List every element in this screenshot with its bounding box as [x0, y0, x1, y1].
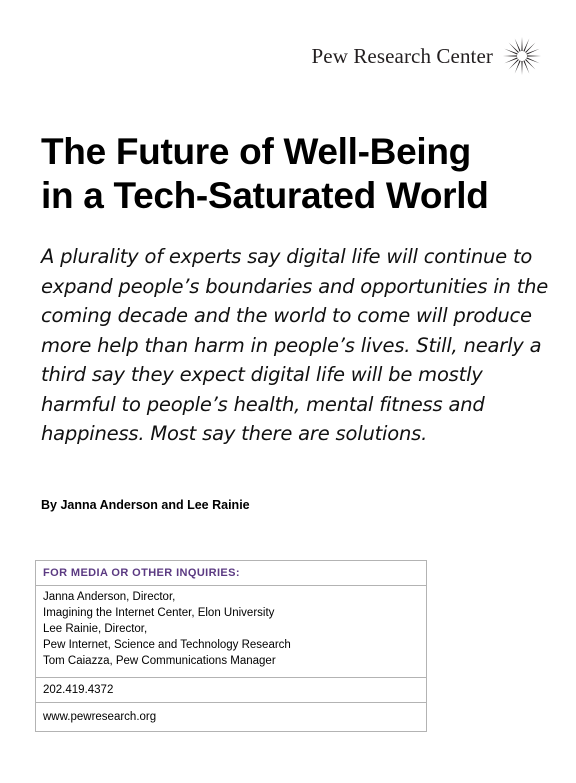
report-summary: A plurality of experts say digital life will continue to expand people’s boundaries and opportunities in the coming decade and the world to come will produce more help than harm in people’s lives. Still, nearly a third say they expect digital life will be mostly harmful to people’s health, mental fitness and happiness. Most say there are solutions. [41, 245, 549, 445]
contact-line: Pew Internet, Science and Technology Research [43, 639, 291, 651]
byline: By Janna Anderson and Lee Rainie [41, 498, 250, 512]
contact-heading: FOR MEDIA OR OTHER INQUIRIES: [43, 567, 240, 579]
contact-line: Imagining the Internet Center, Elon University [43, 607, 275, 619]
contact-line: Tom Caiazza, Pew Communications Manager [43, 655, 276, 667]
title-line-2: in a Tech-Saturated World [41, 175, 489, 216]
contact-line: Janna Anderson, Director, [43, 591, 176, 603]
pew-sunburst-icon [502, 36, 542, 76]
contact-website-link[interactable]: www.pewresearch.org [43, 711, 157, 723]
contact-people [36, 586, 426, 678]
report-title [41, 130, 541, 218]
brand-name: Pew Research Center [311, 43, 493, 68]
header-brand [312, 36, 543, 76]
contact-heading-row [36, 561, 426, 586]
contact-line: Lee Rainie, Director, [43, 623, 148, 635]
title-line-1: The Future of Well-Being [41, 131, 471, 172]
media-inquiries-box [35, 560, 427, 732]
contact-phone-row [36, 678, 426, 703]
contact-phone: 202.419.4372 [43, 684, 114, 696]
contact-website-row [36, 703, 426, 731]
